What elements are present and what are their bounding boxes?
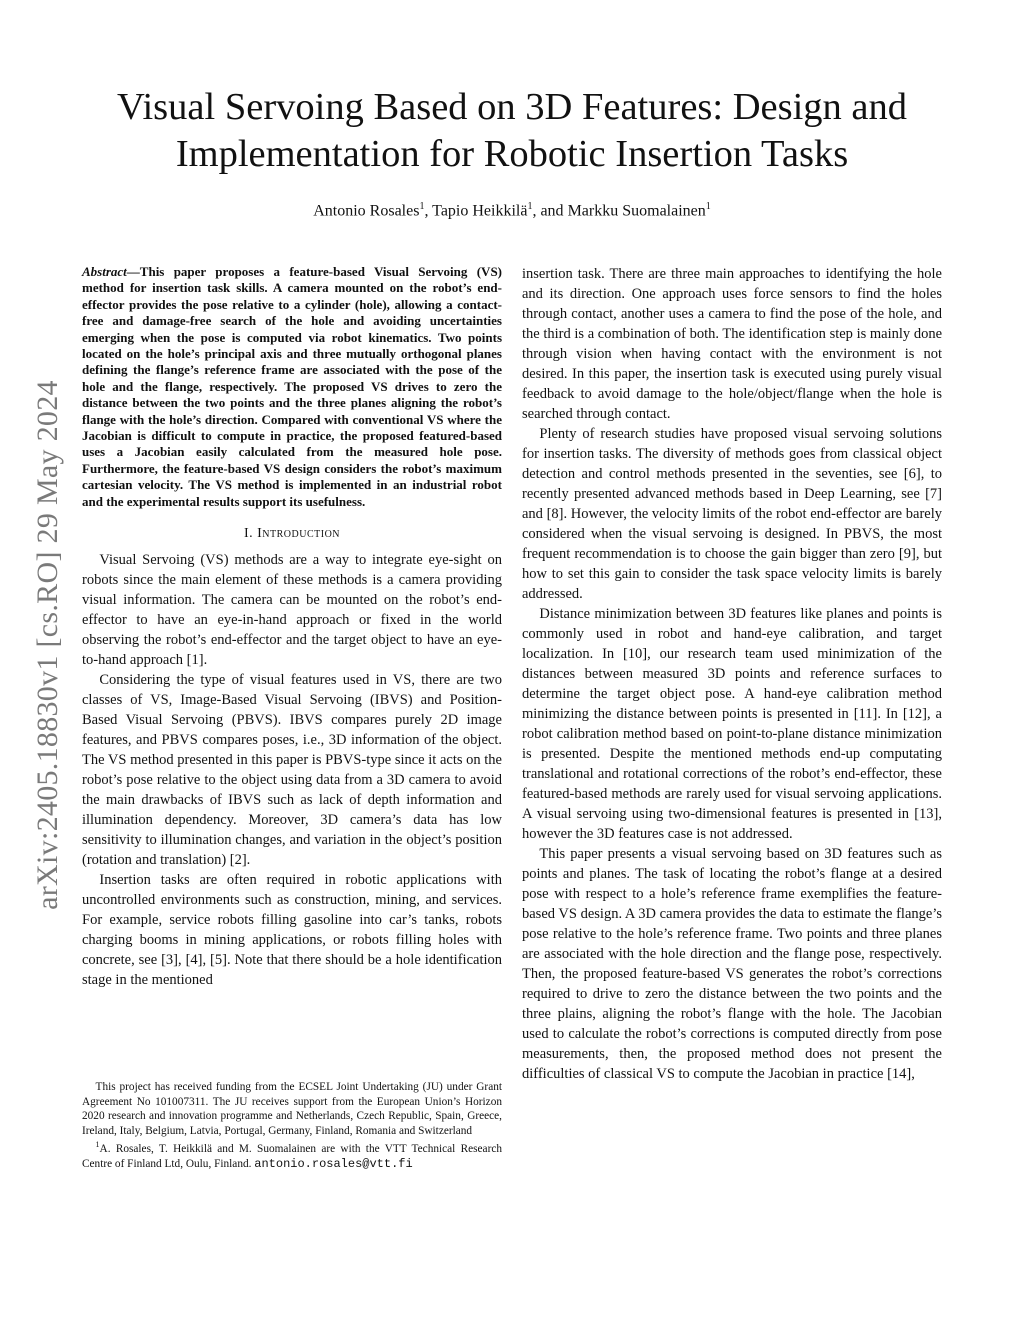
- left-column: [82, 264, 502, 990]
- paragraph: Plenty of research studies have proposed visual servoing solutions for insertion tasks. The diversity of methods goes from classical object detection and control methods presented in the seventies, see [6], to recently presented advanced methods based in Deep Learning, see [7] and [8]. However, the velocity limits of the robot end-effector are barely considered when the visual servoing is designed. In PBVS, the most frequent recommendation is to choose the gain bigger than zero [9], but how to set this gain to consider the task space velocity limits is barely addressed.: [522, 426, 942, 602]
- abstract: [82, 264, 502, 510]
- paragraph: insertion task. There are three main approaches to identifying the hole and its direction. One approach uses force sensors to find the holes through contact, another uses a camera to find the pose of the hole, and the third is a combination of both. The identification step is mainly done through vision when having contact with the environment is not desired. In this paper, the insertion task is executed using purely visual feedback to avoid damage to the hole/object/flange when the hole is searched through contact.: [522, 266, 942, 422]
- arxiv-identifier-stamp: [26, 340, 70, 950]
- author-name: Antonio Rosales: [313, 202, 420, 220]
- abstract-text: —This paper proposes a feature-based Visual Servoing (VS) method for insertion task skills. A camera mounted on the robot’s end-effector provides the pose relative to a cylinder (hole), allowing a contact-free and damage-free search of the hole and avoiding uncertainties emerging when the pose is computed via robot kinematics. Two points located on the hole’s principal axis and three mutually orthogonal planes defining the flange’s reference frame are associated with the pose of the hole and the flange, respectively. The proposed VS drives to zero the distance between the two points and the three planes aligning the robot’s flange with the hole’s direction. Compared with conventional VS where the Jacobian is difficult to compute in practice, the proposed featured-based uses a Jacobian easily calculated from the measured hole pose. Furthermore, the feature-based VS design considers the robot’s maximum cartesian velocity. The VS method is implemented in an industrial robot and the experimental results support its usefulness.: [82, 264, 502, 509]
- paragraph: Considering the type of visual features used in VS, there are two classes of VS, Image-Based Visual Servoing (IBVS) and Position-Based Visual Servoing (PBVS). IBVS compares purely 2D image features, and PBVS compares poses, i.e., 3D information of the object. The VS method presented in this paper is PBVS-type since it acts on the robot’s pose relative to the object using data from a 3D camera to avoid the main drawbacks of IBVS such as lack of depth information and illumination dependency. Moreover, 3D camera’s data has low sensitivity to illumination changes, and variation in the object’s position (rotation and translation) [2].: [82, 672, 502, 869]
- funding-footnote: This project has received funding from the ECSEL Joint Undertaking (JU) under Grant Agreement No 101007311. The JU receives support from the European Union’s Horizon 2020 research and innovation programme and Netherlands, Czech Republic, Spain, Greece, Ireland, Italy, Belgium, Latvia, Portugal, Germany, Finland, Romania and Switzerland: [82, 1081, 502, 1137]
- author-separator: , and: [532, 202, 568, 220]
- section-heading-introduction: [82, 524, 502, 544]
- right-column: [522, 264, 942, 1084]
- affiliation-footnote-text: A. Rosales, T. Heikkilä and M. Suomalainen are with the VTT Technical Research Centre of Finland Ltd, Oulu, Finland.: [82, 1143, 502, 1170]
- paragraph: Insertion tasks are often required in robotic applications with uncontrolled environments such as construction, mining, and services. For example, service robots filling gasoline into car’s tanks, robots charging booms in mining applications, or robots filling holes with concrete, see [3], [4], [5]. Note that there should be a hole identification stage in the mentioned: [82, 872, 502, 989]
- footnotes: [82, 1080, 502, 1171]
- author-affiliation-mark: 1: [419, 201, 425, 212]
- section-number: I.: [243, 526, 258, 542]
- author-name: Tapio Heikkilä: [432, 202, 528, 220]
- paper-title: [60, 84, 964, 178]
- author-separator: ,: [424, 202, 433, 220]
- paragraph: This paper presents a visual servoing based on 3D features such as points and planes. The task of locating the robot’s flange at a desired pose with respect to a hole’s reference frame exemplifies the feature-based VS design. A 3D camera provides the data to estimate the flange’s pose relative to the hole’s reference frame. Two points and three planes are associated with the hole direction and the flange pose, respectively. Then, the proposed feature-based VS generates the robot’s corrections required to drive to zero the distance between the two points and the three plains, aligning the robot’s flange with the hole. The Jacobian used to calculate the robot’s corrections is computed directly from pose measurements, then, the proposed method does not present the difficulties of classical VS to compute the Jacobian in practice [14],: [522, 846, 942, 1082]
- paper-title-line-1: Visual Servoing Based on 3D Features: Design and: [116, 86, 908, 128]
- author-list: [0, 201, 1024, 220]
- author-affiliation-mark: 1: [705, 201, 711, 212]
- author-affiliation-mark: 1: [527, 201, 533, 212]
- affiliation-footnote-mark: 1: [95, 1140, 100, 1150]
- abstract-label: Abstract: [82, 264, 127, 279]
- paragraph: Visual Servoing (VS) methods are a way to integrate eye-sight on robots since the main element of these methods is a camera providing visual information. The camera can be mounted on the robot’s end-effector to have an eye-in-hand approach or fixed in the world observing the robot’s end-effector and the target object to have an eye-to-hand approach [1].: [82, 552, 502, 669]
- author-email: antonio.rosales@vtt.fi: [254, 1156, 413, 1171]
- paper-title-line-2: Implementation for Robotic Insertion Tasks: [175, 133, 849, 175]
- affiliation-footnote: [82, 1138, 502, 1171]
- author-name: Markku Suomalainen: [567, 202, 706, 220]
- arxiv-identifier-text: arXiv:2405.18830v1 [cs.RO] 29 May 2024: [31, 380, 64, 910]
- section-title: Introduction: [257, 526, 341, 542]
- paragraph: Distance minimization between 3D features like planes and points is commonly used in robot and hand-eye calibration, and target localization. In [10], our research team used minimization of the distances between measured 3D points and reference surfaces to determine the target object pose. A hand-eye calibration method minimizing the distance between points is presented in [11]. In [12], a robot calibration method based on point-to-plane distance minimization is presented. Despite the mentioned methods end-up computating translational and rotational corrections of the robot’s end-effector, these featured-based methods are rarely used for visual servoing applications. A visual servoing using two-dimensional features is presented in [13], however the 3D features case is not addressed.: [522, 606, 942, 842]
